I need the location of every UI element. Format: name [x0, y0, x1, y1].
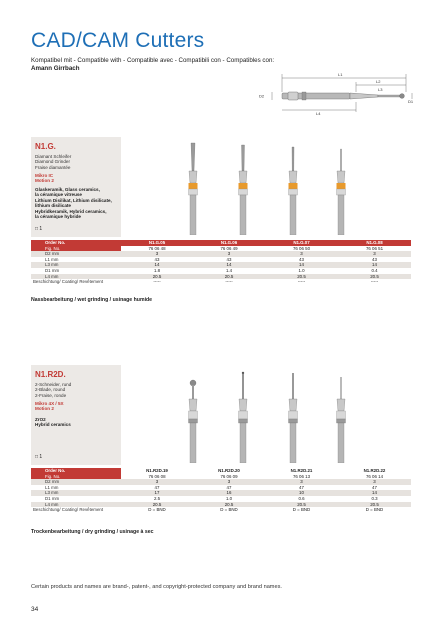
table-cell: 47 [299, 484, 304, 490]
row-label: L3 mm [31, 490, 121, 496]
desc-line: Diamant Schleifer [35, 154, 72, 159]
product-info-panel [31, 365, 121, 465]
package-count: 1 [39, 226, 43, 232]
material-line: Lithium Disilikat, Lithium disilicate, [35, 197, 112, 203]
page-number: 34 [31, 606, 39, 613]
header-cell: Order No. [31, 240, 121, 246]
material-line: lithium disilicate [35, 203, 71, 209]
material-line: Glaskeramik, Glass ceramics, [35, 187, 100, 192]
table-cell: 3 [193, 251, 265, 257]
spec-table [31, 468, 411, 513]
table-cell: 3 [121, 479, 193, 485]
material-list [35, 417, 71, 428]
dim-d2: D2 [259, 93, 265, 99]
table-cell: 14 [338, 262, 411, 268]
machine-list [35, 173, 54, 184]
table-cell: 20.5 [265, 274, 338, 280]
dim-l1: L1 [338, 72, 343, 77]
row-label: L1 mm [45, 484, 59, 490]
product-description [35, 382, 71, 398]
table-cell: 20.5 [193, 502, 265, 508]
header-cell: N1.R2D.20 [193, 468, 265, 474]
product-info-panel [31, 137, 121, 237]
row-label: Fig. No. [31, 246, 121, 252]
table-row [31, 279, 411, 285]
desc-line: Diamond Grinder [35, 159, 70, 165]
material-list [35, 187, 112, 219]
table-cell: 76 06 48 [148, 245, 166, 251]
section-n1g [31, 137, 411, 337]
header-cell: N1.R2D.19 [121, 468, 193, 474]
table-cell: 3 [265, 479, 338, 485]
header-cell: N1.G.06 [193, 240, 265, 246]
table-cell: 0.3 [371, 495, 378, 501]
tool-images [121, 365, 411, 465]
table-cell: D = BND [148, 507, 166, 513]
table-cell: ----- [153, 279, 161, 285]
header-cell: N1.G.08 [338, 240, 411, 246]
tool-image [233, 141, 253, 235]
desc-line: 2-Blade, round [35, 387, 66, 393]
package-icon: □ [35, 226, 39, 232]
table-cell: 47 [154, 484, 160, 490]
process-note: Trockenbearbeitung / dry grinding / usinage à sec [31, 529, 154, 535]
product-description [35, 154, 71, 170]
machine-line: Mikro 4X / 5X [35, 401, 64, 406]
page-title: CAD/CAM Cutters [31, 29, 205, 52]
table-cell: 43 [372, 256, 377, 262]
table-row [31, 507, 411, 513]
row-label: D1 mm [45, 495, 60, 501]
table-cell: D = BND [220, 507, 238, 513]
table-cell: 76 06 49 [220, 245, 238, 251]
row-label: D2 mm [31, 479, 121, 485]
table-cell: 1.4 [225, 267, 233, 273]
table-cell: ----- [297, 279, 306, 285]
table-cell: 20.5 [121, 502, 193, 508]
compatibility-brand: Amann Girrbach [31, 64, 80, 72]
desc-line: Fraise diamantée [35, 164, 71, 170]
material-line: la céramique vitreuse [35, 192, 82, 198]
material-line: la céramique hybride [35, 214, 81, 220]
tool-image [331, 369, 351, 463]
table-cell: 17 [121, 490, 193, 496]
row-label: D1 mm [45, 267, 60, 273]
table-cell: 3 [265, 251, 338, 257]
package-icon: □ [35, 454, 39, 460]
table-cell: 43 [299, 256, 304, 262]
tool-image [331, 141, 351, 235]
table-cell: 3 [338, 479, 411, 485]
table-cell: D = BND [292, 507, 311, 513]
header-cell: N1.G.05 [121, 240, 193, 246]
tool-image [283, 141, 303, 235]
table-cell: 3 [193, 479, 265, 485]
table-cell: 20.5 [121, 274, 193, 280]
table-cell: ----- [225, 279, 233, 285]
machine-line: Motion 2 [35, 406, 54, 412]
machine-line: Motion 2 [35, 178, 54, 184]
material-line: Hybrid ceramics [35, 422, 71, 428]
table-cell: 76 06 08 [148, 473, 166, 479]
table-cell: 47 [226, 484, 232, 490]
material-line: ZrO2 [35, 417, 46, 422]
row-label: L4 mm [31, 502, 121, 508]
table-cell: 14 [338, 490, 411, 496]
table-cell: 20.5 [338, 502, 411, 508]
desc-line: 2-Fraise, ronde [35, 392, 67, 398]
table-cell: 43 [226, 256, 232, 262]
dim-l4: L4 [316, 111, 321, 116]
package-count: 1 [39, 454, 43, 460]
table-cell: 14 [193, 262, 265, 268]
dim-l2: L2 [376, 79, 381, 84]
header-cell: N1.G.07 [265, 240, 338, 246]
row-label: D2 mm [31, 251, 121, 257]
table-cell: 20.5 [338, 274, 411, 280]
header-cell: N1.R2D.22 [338, 468, 411, 474]
table-cell: 0.4 [371, 267, 378, 273]
table-cell: 1.0 [225, 495, 233, 501]
dimension-diagram [258, 70, 418, 122]
tool-images [121, 137, 411, 237]
tool-image [283, 369, 303, 463]
section-n1r2d [31, 365, 411, 525]
table-cell: 76 06 09 [220, 473, 238, 479]
dim-l3: L3 [378, 87, 383, 92]
machine-list [35, 401, 64, 412]
row-label: Beschichtung/ Coating/ Revêtement [33, 279, 104, 285]
header-cell: Order No. [31, 468, 121, 474]
table-cell: 1.0 [298, 267, 305, 273]
package-quantity [35, 226, 42, 232]
header-cell: N1.R2D.21 [265, 468, 338, 474]
spec-table [31, 240, 411, 285]
product-code: N1.G. [35, 142, 56, 151]
row-label: Beschichtung/ Coating/ Revêtement [33, 507, 104, 513]
table-cell: 0.6 [298, 495, 305, 501]
footer-disclaimer: Certain products and names are brand-, patent-, and copyright-protected company and brand names. [31, 584, 282, 590]
product-code: N1.R2D. [35, 370, 66, 379]
tool-image [183, 369, 203, 463]
table-cell: 43 [154, 256, 160, 262]
table-cell: 2.5 [153, 495, 161, 501]
table-cell: 47 [372, 484, 377, 490]
table-cell: 76 06 50 [292, 245, 311, 251]
desc-line: 2-Schneider, rund [35, 382, 72, 387]
table-cell: 76 06 14 [365, 473, 384, 479]
table-cell: 20.5 [265, 502, 338, 508]
tool-image [183, 141, 203, 235]
table-cell: 14 [265, 262, 338, 268]
row-label: L3 mm [31, 262, 121, 268]
machine-line: Mikro IC [35, 173, 54, 178]
dim-d1: D1 [408, 99, 414, 104]
row-label: L4 mm [31, 274, 121, 280]
compatibility-text [31, 57, 274, 72]
table-cell: 14 [121, 262, 193, 268]
process-note: Nassbearbeitung / wet grinding / usinage humide [31, 297, 153, 303]
table-cell: ----- [370, 279, 379, 285]
table-cell: 3 [121, 251, 193, 257]
row-label: Fig. No. [31, 474, 121, 480]
compatibility-line: Kompatibel mit - Compatible with - Compatible avec - Compatibili con - Compatibles con: [31, 57, 275, 64]
table-cell: 3 [338, 251, 411, 257]
table-cell: 1.8 [153, 267, 161, 273]
table-cell: D = BND [365, 507, 384, 513]
material-line: Hybridkeramik, Hybrid ceramics, [35, 208, 107, 214]
table-cell: 76 06 13 [292, 473, 311, 479]
table-cell: 76 06 51 [365, 245, 384, 251]
row-label: L1 mm [45, 256, 59, 262]
table-cell: 16 [193, 490, 265, 496]
tool-image [233, 369, 253, 463]
table-cell: 10 [265, 490, 338, 496]
package-quantity [35, 454, 42, 460]
table-cell: 20.5 [193, 274, 265, 280]
